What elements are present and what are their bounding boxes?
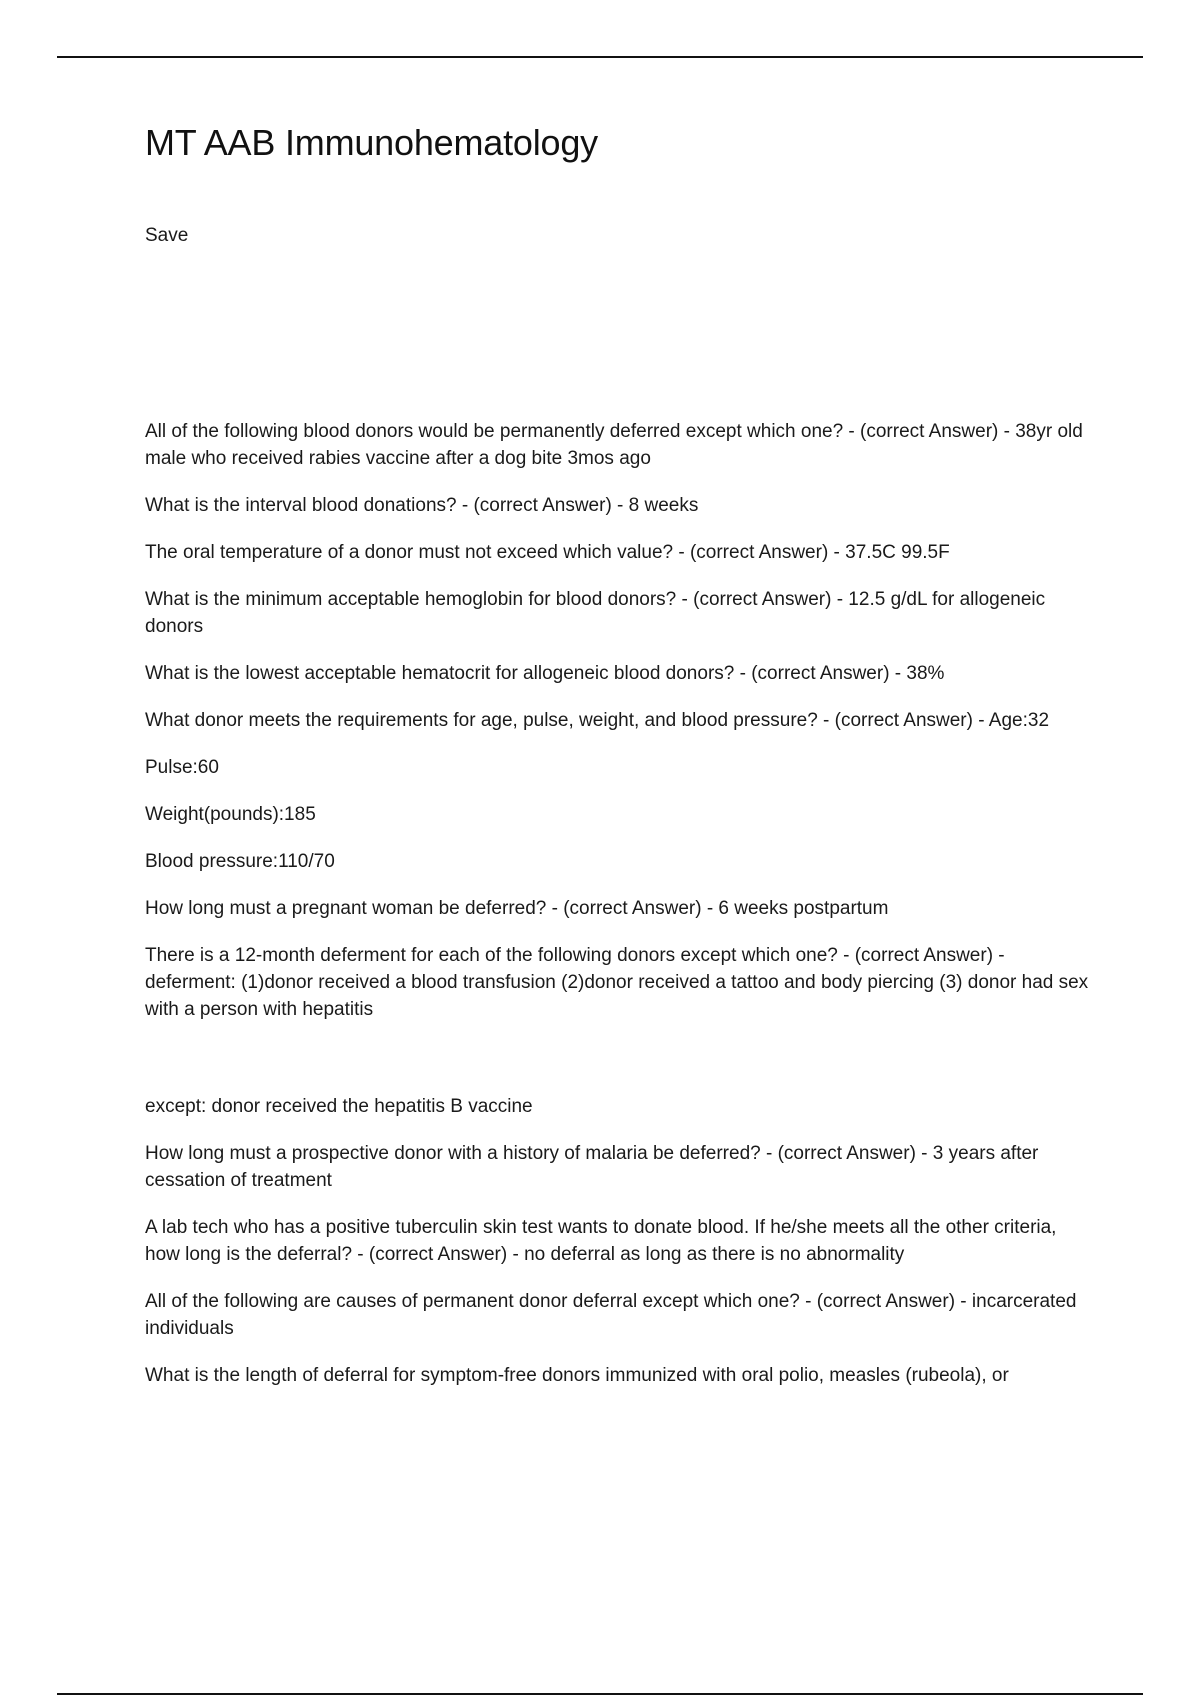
qa-paragraph: There is a 12-month deferment for each of the following donors except which one? - (correct Answer) - deferment: (1)donor received a blood transfusion (2)donor received a tattoo and body piercing (3) donor had sex with a person with hepatitis	[145, 944, 1089, 1020]
qa-paragraph: All of the following blood donors would be permanently deferred except which one? - (correct Answer) - 38yr old male who received rabies vaccine after a dog bite 3mos ago	[145, 420, 1083, 469]
qa-paragraph: What is the length of deferral for symptom-free donors immunized with oral polio, measles (rubeola), or	[145, 1364, 1009, 1386]
qa-list	[145, 418, 1095, 1389]
qa-paragraph: How long must a pregnant woman be deferred? - (correct Answer) - 6 weeks postpartum	[145, 897, 889, 919]
qa-paragraph: What is the interval blood donations? - (correct Answer) - 8 weeks	[145, 494, 699, 516]
qa-paragraph: Blood pressure:110/70	[145, 850, 335, 872]
bottom-divider	[57, 1693, 1143, 1695]
document-page	[145, 120, 1095, 1409]
qa-paragraph: Weight(pounds):185	[145, 803, 316, 825]
qa-paragraph: What donor meets the requirements for age, pulse, weight, and blood pressure? - (correct Answer) - Age:32	[145, 709, 1050, 731]
qa-paragraph: A lab tech who has a positive tuberculin skin test wants to donate blood. If he/she meets all the other criteria, how long is the deferral? - (correct Answer) - no deferral as long as there is no abnormality	[145, 1216, 1057, 1265]
top-divider	[57, 56, 1143, 58]
qa-paragraph: All of the following are causes of permanent donor deferral except which one? - (correct Answer) - incarcerated individuals	[145, 1290, 1077, 1339]
qa-paragraph: What is the minimum acceptable hemoglobin for blood donors? - (correct Answer) - 12.5 g/dL for allogeneic donors	[145, 588, 1046, 637]
qa-paragraph: How long must a prospective donor with a history of malaria be deferred? - (correct Answer) - 3 years after cessation of treatment	[145, 1142, 1039, 1191]
document-title: MT AAB Immunohematology	[145, 122, 598, 163]
qa-paragraph: Pulse:60	[145, 756, 219, 778]
save-link[interactable]: Save	[145, 224, 189, 246]
qa-paragraph: The oral temperature of a donor must not exceed which value? - (correct Answer) - 37.5C 99.5F	[145, 541, 950, 563]
qa-paragraph: What is the lowest acceptable hematocrit for allogeneic blood donors? - (correct Answer) - 38%	[145, 662, 945, 684]
qa-paragraph: except: donor received the hepatitis B vaccine	[145, 1095, 533, 1117]
